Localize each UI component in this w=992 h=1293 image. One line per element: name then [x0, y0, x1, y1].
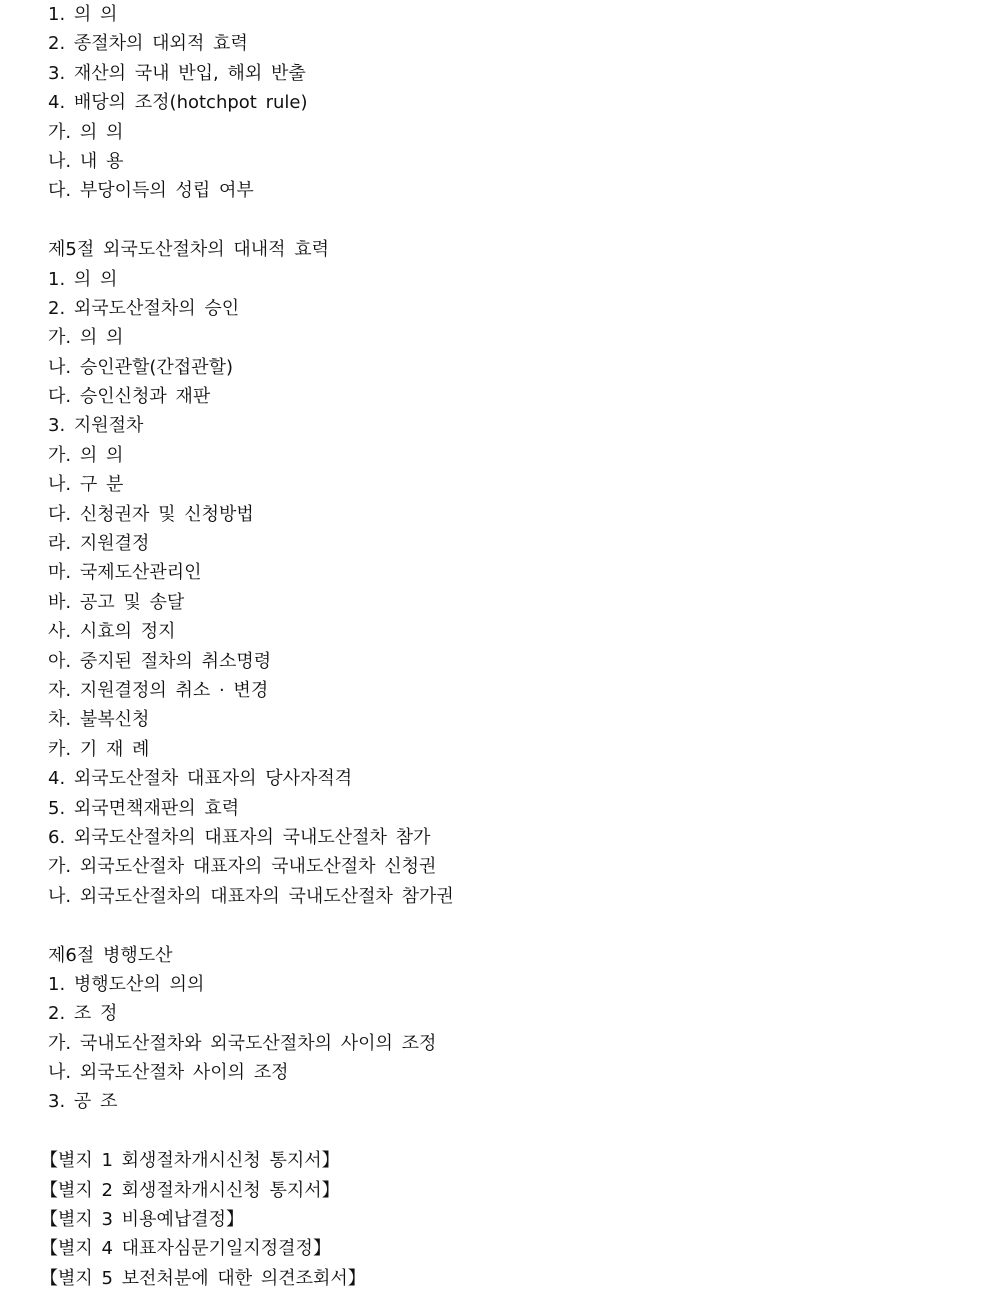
list-item: 2. 외국도산절차의 승인	[48, 297, 240, 319]
list-item: 4. 외국도산절차 대표자의 당사자적격	[48, 768, 353, 790]
list-item: 다. 부당이득의 성립 여부	[48, 180, 254, 202]
list-item: 나. 구 분	[48, 474, 124, 496]
list-item: 사. 시효의 정지	[48, 621, 176, 643]
list-item: 가. 의 의	[48, 327, 124, 349]
list-item: 다. 신청권자 및 신청방법	[48, 503, 254, 525]
list-item: 4. 배당의 조정(hotchpot rule)	[48, 92, 308, 114]
spacer	[48, 1117, 968, 1146]
list-item: 1. 병행도산의 의의	[48, 973, 205, 995]
section6	[48, 941, 968, 1117]
list-item: 자. 지원결정의 취소 · 변경	[48, 679, 269, 701]
appendix-item: 【별지 1 회생절차개시신청 통지서】	[40, 1150, 340, 1172]
list-item: 나. 내 용	[48, 150, 124, 172]
section-heading: 제5절 외국도산절차의 대내적 효력	[48, 239, 330, 261]
list-item: 나. 승인관할(간접관할)	[48, 356, 233, 378]
document-page	[40, 0, 968, 1293]
section5	[48, 235, 968, 911]
list-item: 3. 지원절차	[48, 415, 144, 437]
list-item: 아. 중지된 절차의 취소명령	[48, 650, 272, 672]
list-item: 나. 외국도산절차의 대표자의 국내도산절차 참가권	[48, 885, 454, 907]
list-item: 2. 종절차의 대외적 효력	[48, 33, 248, 55]
list-item: 가. 외국도산절차 대표자의 국내도산절차 신청권	[48, 856, 437, 878]
list-item: 2. 조 정	[48, 1003, 118, 1025]
list-item: 나. 외국도산절차 사이의 조정	[48, 1062, 289, 1084]
spacer	[48, 911, 968, 940]
appendix-item: 【별지 2 회생절차개시신청 통지서】	[40, 1179, 340, 1201]
list-item: 다. 승인신청과 재판	[48, 386, 211, 408]
appendix-list	[40, 1146, 968, 1293]
appendix-item: 【별지 3 비용예납결정】	[40, 1209, 244, 1231]
list-item: 카. 기 재 례	[48, 738, 150, 760]
list-item: 가. 의 의	[48, 444, 124, 466]
section-heading: 제6절 병행도산	[48, 944, 173, 966]
appendix-item: 【별지 5 보전처분에 대한 의견조회서】	[40, 1267, 366, 1289]
list-item: 바. 공고 및 송달	[48, 591, 185, 613]
list-item: 5. 외국면책재판의 효력	[48, 797, 240, 819]
appendix-item: 【별지 4 대표자심문기일지정결정】	[40, 1238, 331, 1260]
section4-list	[48, 0, 968, 206]
list-item: 1. 의 의	[48, 268, 118, 290]
list-item: 3. 공 조	[48, 1091, 118, 1113]
list-item: 마. 국제도산관리인	[48, 562, 202, 584]
spacer	[48, 206, 968, 235]
list-item: 가. 의 의	[48, 121, 124, 143]
list-item: 차. 불복신청	[48, 709, 150, 731]
list-item: 라. 지원결정	[48, 533, 150, 555]
list-item: 3. 재산의 국내 반입, 해외 반출	[48, 62, 306, 84]
list-item: 1. 의 의	[48, 4, 118, 25]
list-item: 가. 국내도산절차와 외국도산절차의 사이의 조정	[48, 1032, 437, 1054]
list-item: 6. 외국도산절차의 대표자의 국내도산절차 참가	[48, 826, 431, 848]
